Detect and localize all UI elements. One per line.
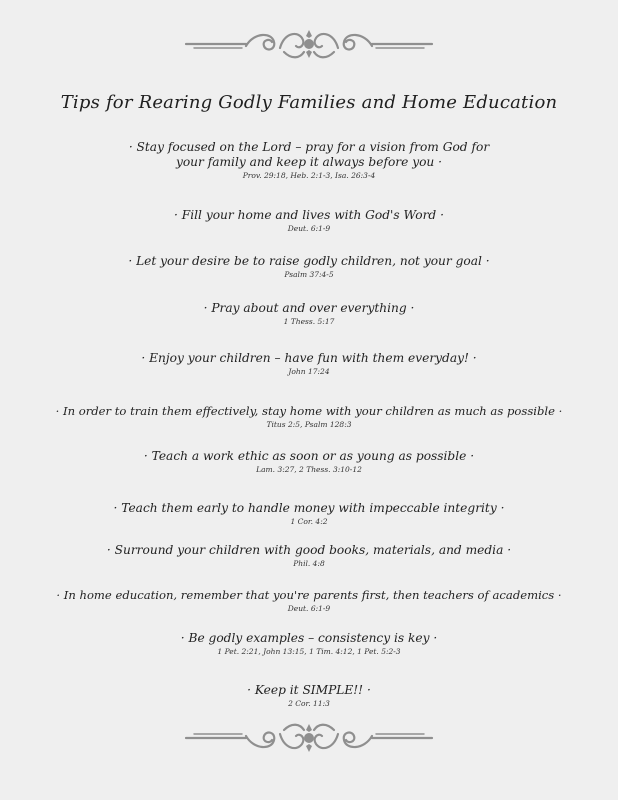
tip-item [0,543,618,569]
tip-item [0,501,618,527]
scripture-reference: Prov. 29:18, Heb. 2:1-3, Isa. 26:3-4 [242,171,376,180]
scripture-reference: Deut. 6:1-9 [287,604,331,613]
tip-item [0,208,618,234]
tip-text: · Fill your home and lives with God's Word · [174,208,444,222]
tip-text: · Teach a work ethic as soon or as young as possible · [143,449,475,463]
scripture-reference: Phil. 4:8 [293,559,325,568]
page-title: Tips for Rearing Godly Families and Home Education [60,92,558,113]
scripture-reference: John 17:24 [288,367,330,376]
tip-text: · Teach them early to handle money with impeccable integrity · [113,501,505,515]
scripture-reference: 1 Cor. 4:2 [290,517,328,526]
tip-item [0,254,618,280]
scripture-reference: Psalm 37:4-5 [284,270,334,279]
tip-text: · In order to train them effectively, stay home with your children as much as possible · [55,404,563,418]
tip-text: · Keep it SIMPLE!! · [247,683,371,697]
tip-item [0,631,618,657]
flourish-ornament-top [184,24,434,64]
tip-item [0,404,618,430]
tip-item [0,683,618,709]
scripture-reference: 1 Pet. 2:21, John 13:15, 1 Tim. 4:12, 1 Pet. 5:2-3 [217,647,401,656]
tip-item [0,140,618,181]
tip-text: · Enjoy your children – have fun with them everyday! · [141,351,477,365]
tip-text: · Let your desire be to raise godly children, not your goal · [128,254,490,268]
scripture-reference: Lam. 3:27, 2 Thess. 3:10-12 [256,465,362,474]
tip-item [0,301,618,327]
tip-item [0,351,618,377]
tip-text: · Surround your children with good books, materials, and media · [106,543,512,557]
tip-text: · Stay focused on the Lord – pray for a vision from God for your family and keep it always before you · [128,140,490,169]
flourish-ornament-bottom [184,718,434,758]
scripture-reference: 1 Thess. 5:17 [283,317,335,326]
scripture-reference: Titus 2:5, Psalm 128:3 [266,420,352,429]
tip-item [0,449,618,475]
scripture-reference: 2 Cor. 11:3 [288,699,330,708]
scripture-reference: Deut. 6:1-9 [287,224,331,233]
tip-text: · In home education, remember that you're parents first, then teachers of academics · [56,588,562,602]
tip-item [0,588,618,614]
tip-text: · Pray about and over everything · [203,301,415,315]
tip-text: · Be godly examples – consistency is key · [180,631,438,645]
